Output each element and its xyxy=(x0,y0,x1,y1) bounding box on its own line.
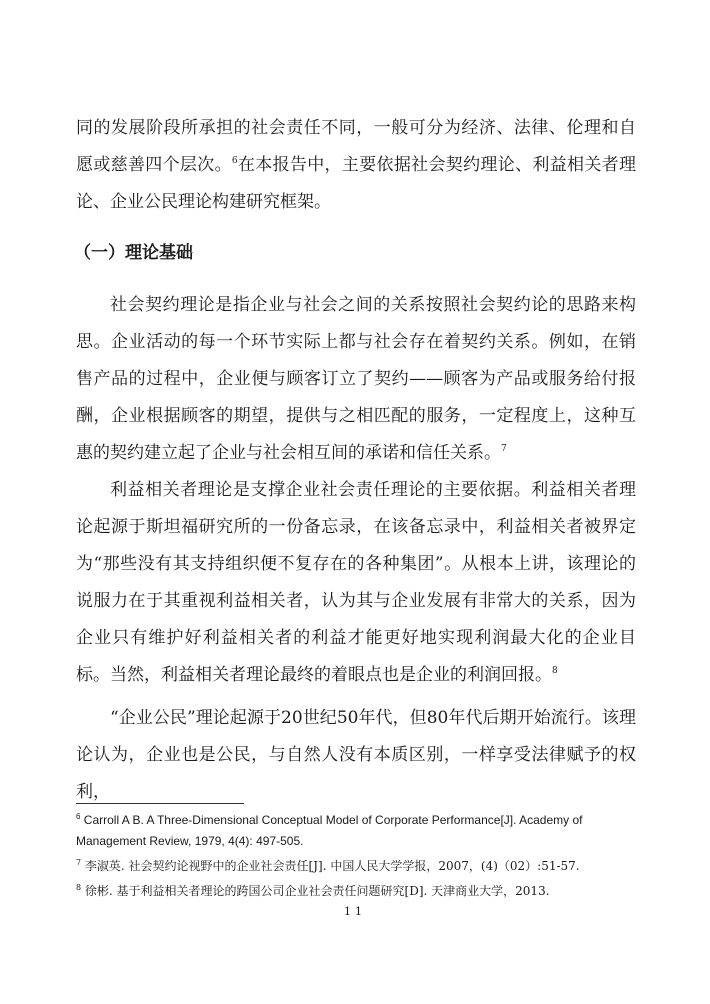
footnote-number: 7 xyxy=(76,858,82,867)
footnote-text: Carroll A B. A Three-Dimensional Conceptual Model of Corporate Performance[J]. Academy of Management Review, 1979, 4(4): 497-505. xyxy=(76,813,583,848)
footnote-6 xyxy=(76,810,642,852)
footnote-text: 徐彬. 基于利益相关者理论的跨国公司企业社会责任问题研究[D]. 天津商业大学，2013. xyxy=(84,884,550,898)
footnote-separator xyxy=(76,803,244,804)
paragraph-stakeholder xyxy=(76,472,636,694)
footnote-ref-8[interactable]: 8 xyxy=(552,666,558,676)
footnote-text: 李淑英. 社会契约论视野中的企业社会责任[J]. 中国人民大学学报，2007，(4)（02）:51-57. xyxy=(84,859,580,873)
paragraph-text: 在本报告中，主要依据社会契约理论、利益相关者理论、企业公民理论构建研究框架。 xyxy=(76,155,637,212)
page-number: 11 xyxy=(344,905,366,918)
paragraph-text: “企业公民”理论起源于20世纪50年代，但80年代后期开始流行。该理论认为，企业也是公民，与自然人没有本质区别，一样享受法律赋予的权利， xyxy=(76,708,636,802)
paragraph-social-contract xyxy=(76,287,636,472)
paragraph-corporate-citizen xyxy=(76,700,636,811)
section-heading: （一）理论基础 xyxy=(74,243,193,263)
paragraph-text: 利益相关者理论是支撑企业社会责任理论的主要依据。利益相关者理论起源于斯坦福研究所的一份备忘录，在该备忘录中，利益相关者被界定为“那些没有其支持组织便不复存在的各种集团”。从根本上讲，该理论的说服力在于其重视利益相关者，认为其与企业发展有非常大的关系，因为企业只有维护好利益相关者的利益才能更好地实现利润最大化的企业目标。当然，利益相关者理论最终的着眼点也是企业的利润回报。 xyxy=(76,480,636,685)
footnote-ref-6[interactable]: 6 xyxy=(231,156,238,166)
footnote-8 xyxy=(76,881,642,902)
paragraph-text: 社会契约理论是指企业与社会之间的关系按照社会契约论的思路来构思。企业活动的每一个环节实际上都与社会存在着契约关系。例如，在销售产品的过程中，企业便与顾客订立了契约——顾客为产品或服务给付报酬，企业根据顾客的期望，提供与之相匹配的服务，一定程度上，这种互惠的契约建立起了企业与社会相互间的承诺和信任关系。 xyxy=(76,295,636,463)
footnote-7 xyxy=(76,856,642,877)
footnote-ref-7[interactable]: 7 xyxy=(501,444,507,454)
footnote-number: 6 xyxy=(76,812,81,821)
footnote-number: 8 xyxy=(76,883,82,892)
paragraph-intro-continuation xyxy=(76,110,636,221)
paragraph-text: 同的发展阶段所承担的社会责任不同，一般可分为经济、法律、伦理和自愿或慈善四个层次。 xyxy=(76,118,636,175)
